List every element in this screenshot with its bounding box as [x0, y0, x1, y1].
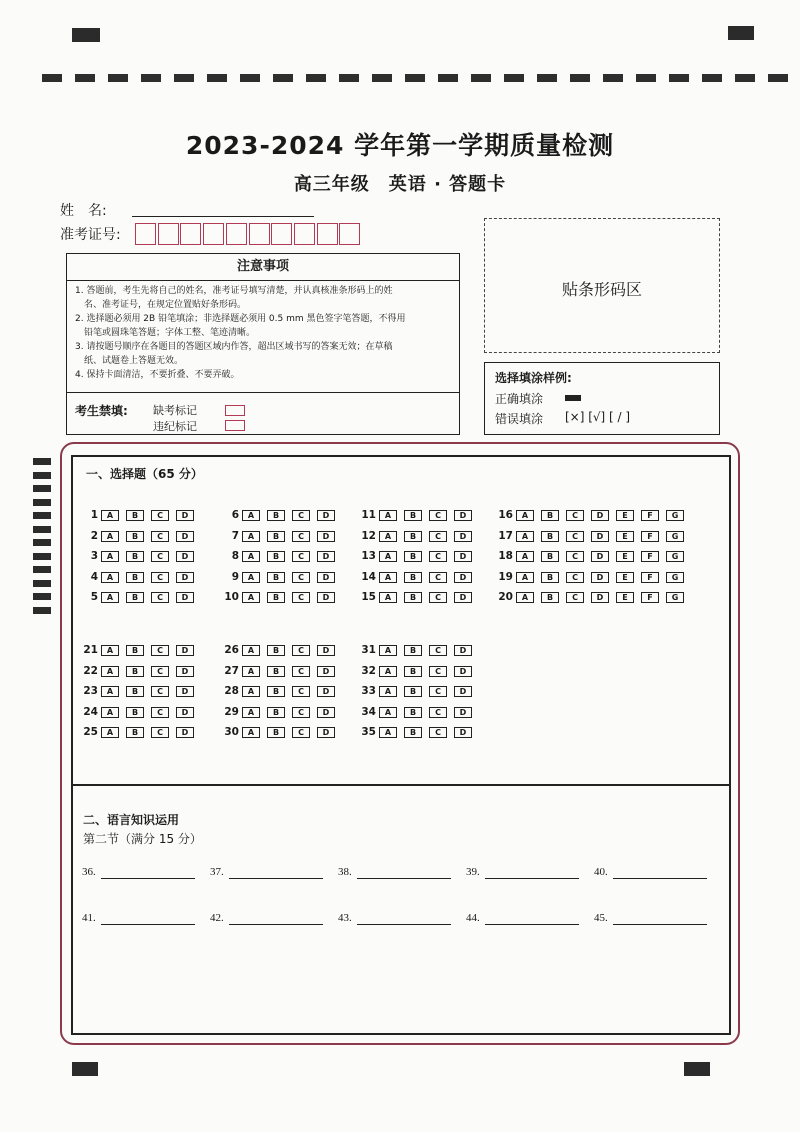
answer-option-a[interactable]: A [379, 666, 397, 677]
answer-option-c[interactable]: C [429, 686, 447, 697]
answer-option-d[interactable]: D [176, 666, 194, 677]
answer-option-b[interactable]: B [404, 727, 422, 738]
answer-option-g[interactable]: G [666, 572, 684, 583]
answer-option-c[interactable]: C [429, 510, 447, 521]
page-title: 2023-2024 学年第一学期质量检测 [185, 131, 615, 160]
answer-option-c[interactable]: C [151, 727, 169, 738]
answer-blank-line[interactable] [101, 923, 195, 925]
answer-option-d[interactable]: D [454, 592, 472, 603]
answer-option-d[interactable]: D [454, 531, 472, 542]
blank-number: 41. [82, 912, 96, 924]
notice-item: 名、准考证号，在规定位置贴好条形码。 [75, 300, 247, 310]
answer-option-b[interactable]: B [267, 707, 285, 718]
answer-option-b[interactable]: B [126, 531, 144, 542]
answer-option-b[interactable]: B [404, 707, 422, 718]
answer-option-b[interactable]: B [404, 686, 422, 697]
answer-option-c[interactable]: C [566, 572, 584, 583]
answer-option-b[interactable]: B [126, 707, 144, 718]
answer-option-d[interactable]: D [176, 645, 194, 656]
answer-option-c[interactable]: C [566, 551, 584, 562]
answer-option-c[interactable]: C [566, 592, 584, 603]
wrong-fill-sample: [×] [√] [ / ] [565, 410, 631, 424]
answer-option-d[interactable]: D [317, 707, 335, 718]
exam-id-digit-box[interactable] [294, 223, 315, 245]
answer-option-b[interactable]: B [126, 727, 144, 738]
answer-option-c[interactable]: C [429, 572, 447, 583]
answer-option-c[interactable]: C [429, 645, 447, 656]
answer-option-a[interactable]: A [516, 510, 534, 521]
answer-option-a[interactable]: A [101, 666, 119, 677]
answer-option-a[interactable]: A [242, 727, 260, 738]
blank-number: 42. [210, 912, 224, 924]
answer-option-c[interactable]: C [429, 531, 447, 542]
timing-dash [603, 74, 623, 82]
timing-mark [33, 485, 51, 492]
answer-option-b[interactable]: B [267, 572, 285, 583]
absent-mark-box[interactable] [225, 405, 245, 416]
answer-option-a[interactable]: A [379, 707, 397, 718]
answer-option-a[interactable]: A [101, 551, 119, 562]
answer-option-a[interactable]: A [101, 531, 119, 542]
question-number: 20 [498, 591, 513, 603]
timing-dash [273, 74, 293, 82]
answer-option-c[interactable]: C [292, 727, 310, 738]
answer-area [71, 455, 731, 1035]
answer-option-d[interactable]: D [317, 531, 335, 542]
answer-option-d[interactable]: D [317, 727, 335, 738]
answer-option-a[interactable]: A [242, 592, 260, 603]
answer-option-a[interactable]: A [242, 531, 260, 542]
answer-option-d[interactable]: D [454, 686, 472, 697]
answer-blank-line[interactable] [357, 877, 451, 879]
question-number: 25 [83, 726, 98, 738]
answer-option-f[interactable]: F [641, 592, 659, 603]
timing-dash [702, 74, 722, 82]
answer-option-b[interactable]: B [267, 666, 285, 677]
timing-dash [438, 74, 458, 82]
blank-number: 40. [594, 866, 608, 878]
absent-label: 缺考标记 [153, 404, 197, 417]
timing-dash [108, 74, 128, 82]
forbidden-label: 考生禁填: [75, 404, 128, 418]
answer-option-d[interactable]: D [317, 686, 335, 697]
answer-option-b[interactable]: B [267, 510, 285, 521]
answer-option-g[interactable]: G [666, 531, 684, 542]
answer-option-g[interactable]: G [666, 551, 684, 562]
barcode-area [484, 218, 720, 353]
question-number: 13 [361, 550, 376, 562]
timing-dash [537, 74, 557, 82]
answer-option-e[interactable]: E [616, 592, 634, 603]
question-number: 34 [361, 705, 376, 718]
answer-option-b[interactable]: B [404, 645, 422, 656]
answer-option-e[interactable]: E [616, 572, 634, 583]
answer-option-c[interactable]: C [429, 727, 447, 738]
answer-option-c[interactable]: C [292, 666, 310, 677]
answer-option-b[interactable]: B [126, 686, 144, 697]
answer-option-a[interactable]: A [101, 686, 119, 697]
question-number: 22 [83, 664, 98, 677]
answer-option-b[interactable]: B [126, 572, 144, 583]
answer-blank-line[interactable] [357, 923, 451, 925]
answer-option-f[interactable]: F [641, 551, 659, 562]
timing-dash [42, 74, 62, 82]
answer-option-c[interactable]: C [151, 666, 169, 677]
timing-dash [636, 74, 656, 82]
section-divider [71, 784, 731, 786]
question-number: 17 [498, 529, 513, 542]
question-number: 27 [224, 664, 239, 677]
answer-option-a[interactable]: A [101, 510, 119, 521]
answer-option-d[interactable]: D [591, 592, 609, 603]
blank-number: 38. [338, 866, 352, 878]
notice-box [66, 253, 460, 435]
answer-option-d[interactable]: D [454, 572, 472, 583]
question-number: 15 [361, 591, 376, 603]
answer-option-d[interactable]: D [317, 592, 335, 603]
answer-option-a[interactable]: A [379, 686, 397, 697]
answer-option-b[interactable]: B [404, 531, 422, 542]
answer-option-b[interactable]: B [541, 551, 559, 562]
blank-number: 36. [82, 866, 96, 878]
question-number: 10 [224, 591, 239, 603]
blank-number: 39. [466, 866, 480, 878]
answer-blank-line[interactable] [229, 923, 323, 925]
timing-mark [33, 580, 51, 587]
answer-option-c[interactable]: C [429, 707, 447, 718]
answer-option-c[interactable]: C [292, 510, 310, 521]
answer-option-a[interactable]: A [101, 707, 119, 718]
answer-option-a[interactable]: A [242, 666, 260, 677]
question-number: 33 [361, 685, 376, 697]
answer-option-b[interactable]: B [541, 531, 559, 542]
answer-option-b[interactable]: B [267, 531, 285, 542]
registration-mark-bottom-right [684, 1062, 710, 1076]
answer-option-c[interactable]: C [151, 510, 169, 521]
answer-option-c[interactable]: C [292, 592, 310, 603]
answer-option-c[interactable]: C [292, 572, 310, 583]
answer-option-d[interactable]: D [317, 645, 335, 656]
answer-option-d[interactable]: D [317, 572, 335, 583]
answer-option-e[interactable]: E [616, 510, 634, 521]
violation-mark-box[interactable] [225, 420, 245, 431]
question-number: 1 [90, 509, 98, 521]
answer-option-d[interactable]: D [176, 727, 194, 738]
answer-option-b[interactable]: B [267, 592, 285, 603]
answer-option-d[interactable]: D [454, 666, 472, 677]
answer-option-c[interactable]: C [151, 551, 169, 562]
question-number: 18 [498, 550, 513, 562]
answer-option-b[interactable]: B [126, 551, 144, 562]
answer-option-c[interactable]: C [151, 592, 169, 603]
answer-option-b[interactable]: B [126, 666, 144, 677]
notice-heading: 注意事项 [67, 254, 459, 281]
timing-dash [75, 74, 95, 82]
question-number: 16 [498, 509, 513, 521]
id-label: 准考证号: [60, 227, 121, 243]
answer-option-a[interactable]: A [101, 727, 119, 738]
question-number: 11 [361, 509, 376, 521]
exam-id-digit-box[interactable] [158, 223, 179, 245]
registration-mark-top-right [728, 26, 754, 40]
answer-option-b[interactable]: B [267, 645, 285, 656]
answer-option-d[interactable]: D [454, 510, 472, 521]
notice-divider [67, 392, 459, 393]
answer-option-c[interactable]: C [151, 572, 169, 583]
timing-dash [669, 74, 689, 82]
answer-option-c[interactable]: C [151, 707, 169, 718]
timing-dash [174, 74, 194, 82]
timing-dash [207, 74, 227, 82]
answer-option-b[interactable]: B [126, 510, 144, 521]
answer-option-e[interactable]: E [616, 551, 634, 562]
correct-fill-sample [565, 395, 581, 401]
answer-option-c[interactable]: C [292, 645, 310, 656]
answer-option-d[interactable]: D [176, 551, 194, 562]
answer-option-d[interactable]: D [176, 686, 194, 697]
answer-option-g[interactable]: G [666, 510, 684, 521]
answer-option-c[interactable]: C [429, 592, 447, 603]
exam-id-digit-box[interactable] [226, 223, 247, 245]
barcode-label: 贴条形码区 [561, 280, 642, 299]
answer-option-d[interactable]: D [176, 707, 194, 718]
answer-option-c[interactable]: C [151, 531, 169, 542]
answer-option-b[interactable]: B [541, 592, 559, 603]
registration-mark-bottom-left [72, 1062, 98, 1076]
answer-option-a[interactable]: A [379, 572, 397, 583]
timing-dash [306, 74, 326, 82]
section2-heading: 二、语言知识运用 [83, 813, 180, 827]
exam-id-digit-box[interactable] [249, 223, 270, 245]
timing-mark [33, 499, 51, 506]
answer-option-d[interactable]: D [454, 645, 472, 656]
answer-option-b[interactable]: B [404, 551, 422, 562]
answer-option-b[interactable]: B [126, 592, 144, 603]
blank-number: 43. [338, 912, 352, 924]
timing-dash [339, 74, 359, 82]
question-number: 21 [83, 644, 98, 656]
registration-mark-top-left [72, 28, 100, 42]
answer-option-a[interactable]: A [379, 531, 397, 542]
answer-option-a[interactable]: A [379, 727, 397, 738]
answer-option-c[interactable]: C [292, 551, 310, 562]
answer-option-a[interactable]: A [242, 510, 260, 521]
answer-option-c[interactable]: C [429, 551, 447, 562]
answer-blank-line[interactable] [229, 877, 323, 879]
answer-option-b[interactable]: B [267, 551, 285, 562]
answer-option-a[interactable]: A [242, 707, 260, 718]
answer-option-f[interactable]: F [641, 510, 659, 521]
sample-heading: 选择填涂样例: [495, 371, 572, 385]
violation-label: 违纪标记 [153, 420, 197, 433]
answer-option-d[interactable]: D [591, 531, 609, 542]
answer-option-f[interactable]: F [641, 531, 659, 542]
answer-option-d[interactable]: D [591, 510, 609, 521]
answer-option-c[interactable]: C [292, 686, 310, 697]
timing-mark [33, 512, 51, 519]
answer-option-a[interactable]: A [101, 572, 119, 583]
question-number: 28 [224, 685, 239, 697]
question-number: 31 [361, 644, 376, 656]
fill-sample-box [484, 362, 720, 435]
answer-option-a[interactable]: A [379, 592, 397, 603]
question-number: 9 [231, 570, 239, 583]
answer-option-b[interactable]: B [541, 572, 559, 583]
answer-option-c[interactable]: C [151, 645, 169, 656]
answer-option-a[interactable]: A [242, 572, 260, 583]
answer-option-d[interactable]: D [317, 551, 335, 562]
answer-option-d[interactable]: D [176, 531, 194, 542]
answer-blank-line[interactable] [613, 877, 707, 879]
question-number: 8 [231, 550, 239, 562]
name-label: 姓 名: [60, 203, 107, 219]
answer-blank-line[interactable] [485, 923, 579, 925]
notice-item: 3. 请按题号顺序在各题目的答题区域内作答，超出区域书写的答案无效；在草稿 [75, 342, 393, 352]
question-number: 7 [231, 529, 239, 542]
answer-option-c[interactable]: C [566, 510, 584, 521]
answer-option-e[interactable]: E [616, 531, 634, 542]
answer-option-a[interactable]: A [516, 551, 534, 562]
timing-dash [405, 74, 425, 82]
answer-option-d[interactable]: D [317, 510, 335, 521]
timing-mark [33, 472, 51, 479]
page-subtitle: 高三年级 英语 · 答题卡 [293, 174, 507, 195]
question-number: 5 [90, 591, 98, 603]
answer-option-d[interactable]: D [591, 572, 609, 583]
answer-option-a[interactable]: A [242, 686, 260, 697]
answer-option-f[interactable]: F [641, 572, 659, 583]
answer-option-b[interactable]: B [541, 510, 559, 521]
answer-option-a[interactable]: A [101, 645, 119, 656]
exam-id-digit-box[interactable] [180, 223, 201, 245]
question-number: 26 [224, 644, 239, 656]
question-number: 32 [361, 664, 376, 677]
correct-fill-label: 正确填涂 [495, 392, 544, 406]
answer-blank-line[interactable] [485, 877, 579, 879]
timing-dash [141, 74, 161, 82]
answer-option-a[interactable]: A [242, 645, 260, 656]
timing-dash [504, 74, 524, 82]
timing-mark [33, 553, 51, 560]
timing-dash [240, 74, 260, 82]
answer-option-b[interactable]: B [404, 510, 422, 521]
name-field[interactable] [132, 215, 314, 217]
timing-mark [33, 607, 51, 614]
timing-mark [33, 526, 51, 533]
answer-option-c[interactable]: C [151, 686, 169, 697]
timing-mark [33, 593, 51, 600]
question-number: 2 [90, 529, 98, 542]
question-number: 3 [90, 550, 98, 562]
question-number: 6 [231, 509, 239, 521]
answer-option-a[interactable]: A [516, 572, 534, 583]
question-number: 23 [83, 685, 98, 697]
question-number: 35 [361, 726, 376, 738]
answer-option-b[interactable]: B [267, 686, 285, 697]
section1-heading: 一、选择题（65 分） [86, 467, 203, 481]
answer-option-b[interactable]: B [267, 727, 285, 738]
notice-item: 4. 保持卡面清洁，不要折叠、不要弄破。 [75, 370, 240, 380]
notice-item: 纸、试题卷上答题无效。 [75, 356, 184, 366]
question-number: 30 [224, 726, 239, 738]
question-number: 4 [90, 570, 98, 583]
timing-mark [33, 458, 51, 465]
answer-option-b[interactable]: B [404, 592, 422, 603]
question-number: 14 [361, 570, 376, 583]
answer-option-b[interactable]: B [126, 645, 144, 656]
timing-mark [33, 566, 51, 573]
blank-number: 45. [594, 912, 608, 924]
exam-id-digit-box[interactable] [203, 223, 224, 245]
timing-dash [768, 74, 788, 82]
answer-option-d[interactable]: D [591, 551, 609, 562]
exam-id-digit-box[interactable] [135, 223, 156, 245]
answer-option-c[interactable]: C [292, 531, 310, 542]
timing-dash [735, 74, 755, 82]
exam-id-digit-box[interactable] [339, 223, 360, 245]
answer-option-d[interactable]: D [176, 572, 194, 583]
answer-option-a[interactable]: A [379, 645, 397, 656]
answer-option-d[interactable]: D [454, 551, 472, 562]
answer-option-d[interactable]: D [454, 707, 472, 718]
notice-item: 1. 答题前，考生先将自己的姓名，准考证号填写清楚，并认真核准条形码上的姓 [75, 286, 393, 296]
answer-option-d[interactable]: D [454, 727, 472, 738]
timing-dash [372, 74, 392, 82]
timing-dash [471, 74, 491, 82]
answer-option-d[interactable]: D [176, 592, 194, 603]
section2-subheading: 第二节（满分 15 分） [83, 832, 202, 846]
answer-option-a[interactable]: A [516, 592, 534, 603]
answer-option-g[interactable]: G [666, 592, 684, 603]
blank-number: 37. [210, 866, 224, 878]
answer-option-c[interactable]: C [429, 666, 447, 677]
answer-option-a[interactable]: A [516, 531, 534, 542]
blank-number: 44. [466, 912, 480, 924]
notice-item: 铅笔或圆珠笔答题；字体工整、笔迹清晰。 [75, 328, 256, 338]
timing-mark [33, 539, 51, 546]
answer-option-a[interactable]: A [101, 592, 119, 603]
answer-option-a[interactable]: A [242, 551, 260, 562]
answer-option-d[interactable]: D [176, 510, 194, 521]
answer-option-c[interactable]: C [292, 707, 310, 718]
question-number: 29 [224, 705, 239, 718]
exam-id-digit-box[interactable] [317, 223, 338, 245]
question-number: 12 [361, 529, 376, 542]
question-number: 24 [83, 705, 98, 718]
answer-option-b[interactable]: B [404, 572, 422, 583]
answer-blank-line[interactable] [613, 923, 707, 925]
answer-blank-line[interactable] [101, 877, 195, 879]
exam-id-digit-box[interactable] [271, 223, 292, 245]
answer-option-a[interactable]: A [379, 551, 397, 562]
notice-item: 2. 选择题必须用 2B 铅笔填涂；非选择题必须用 0.5 mm 黑色签字笔答题，不得用 [75, 314, 406, 324]
answer-option-d[interactable]: D [317, 666, 335, 677]
answer-option-a[interactable]: A [379, 510, 397, 521]
answer-option-b[interactable]: B [404, 666, 422, 677]
answer-option-c[interactable]: C [566, 531, 584, 542]
wrong-fill-label: 错误填涂 [495, 412, 544, 426]
timing-dash [570, 74, 590, 82]
question-number: 19 [498, 570, 513, 583]
